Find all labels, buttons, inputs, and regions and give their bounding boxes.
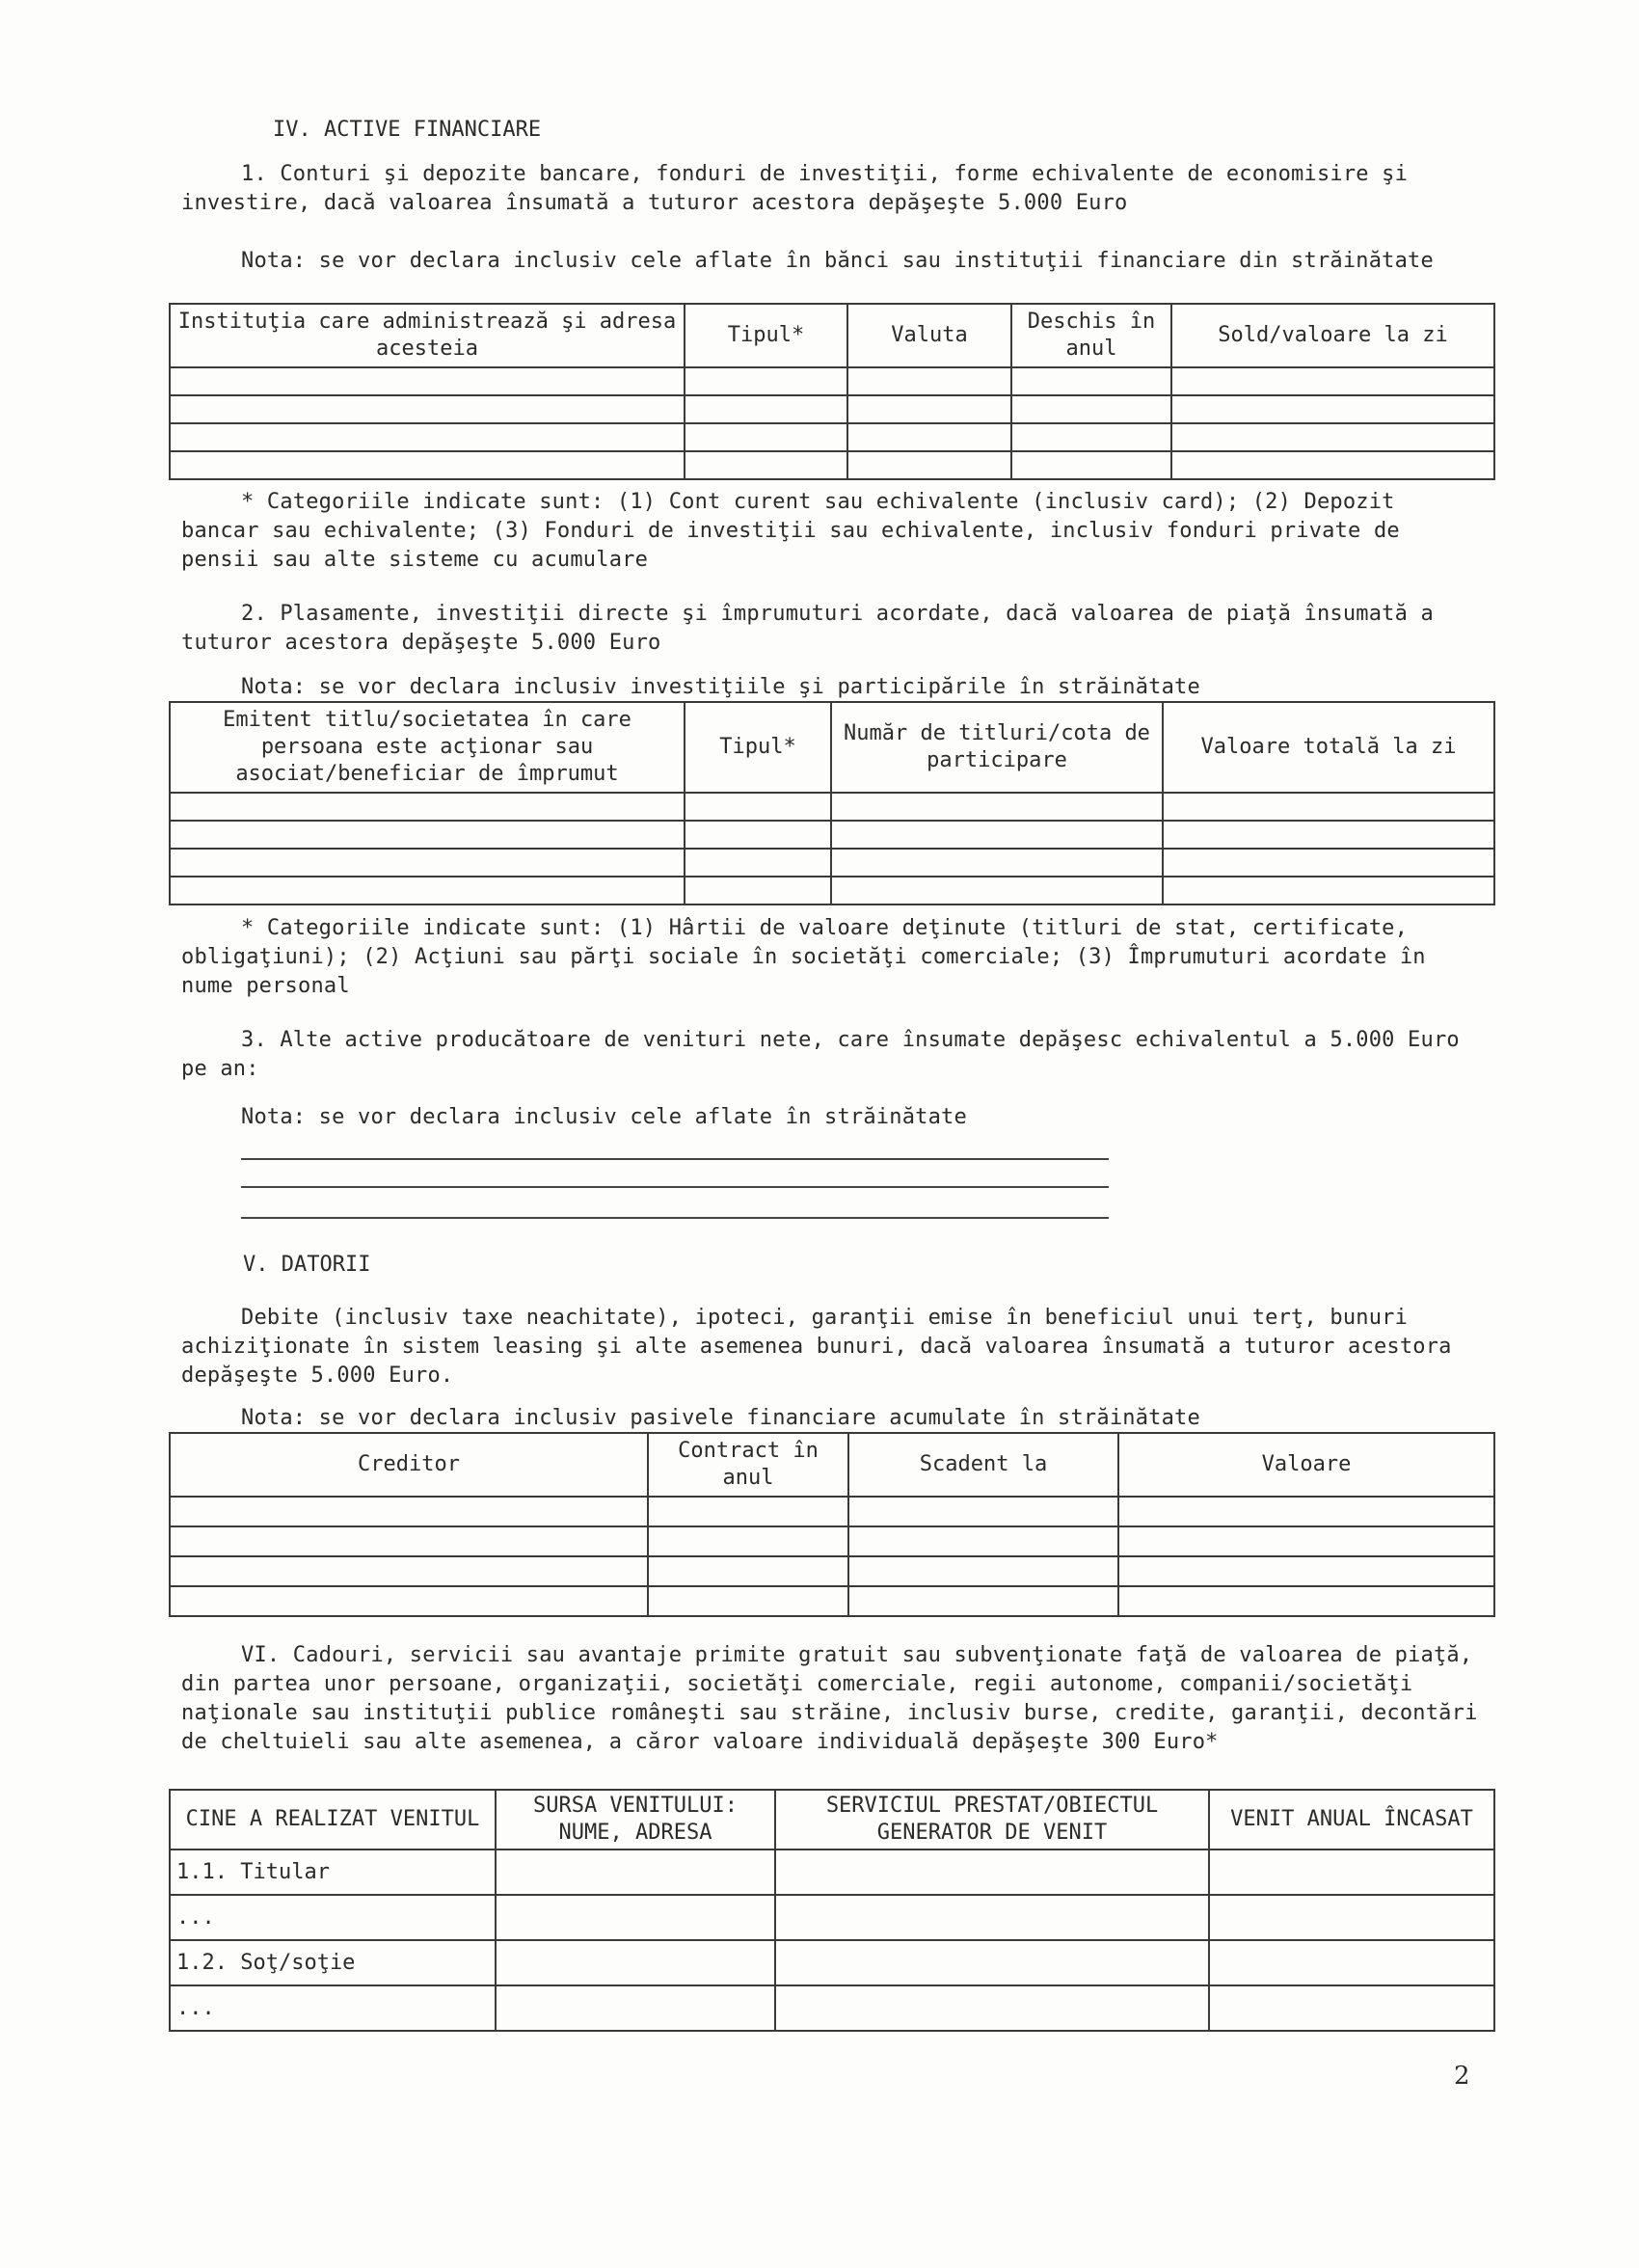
- col-header: Contract în anul: [648, 1433, 848, 1497]
- row-label: ...: [170, 1895, 496, 1940]
- blank-line: [241, 1217, 1109, 1219]
- table-row: [170, 1940, 1494, 1985]
- row-label: 1.2. Soţ/soţie: [170, 1940, 496, 1985]
- s4-item1-note: Nota: se vor declara inclusiv cele aflate în bănci sau instituţii financiare din străinătate: [241, 249, 1434, 273]
- table-row: [170, 367, 1494, 395]
- table-row: [170, 821, 1494, 849]
- col-header: Număr de titluri/cota de participare: [831, 702, 1163, 793]
- s5-note: Nota: se vor declara inclusiv pasivele financiare acumulate în străinătate: [241, 1406, 1200, 1430]
- table-row: [170, 849, 1494, 877]
- col-header: Creditor: [170, 1433, 648, 1497]
- table-row: [170, 1497, 1494, 1526]
- table-gifts: [169, 1789, 1495, 2032]
- table-row: [170, 1895, 1494, 1940]
- col-header: Sold/valoare la zi: [1171, 304, 1494, 367]
- col-header: Instituţia care administrează şi adresa acesteia: [170, 304, 685, 367]
- table-row: [170, 877, 1494, 904]
- table-row: [170, 423, 1494, 451]
- table-row: [170, 451, 1494, 479]
- row-label: ...: [170, 1985, 496, 2031]
- table-bank-accounts: [169, 303, 1495, 480]
- table-row: [170, 1985, 1494, 2031]
- s4-item2-text: 2. Plasamente, investiţii directe şi împrumuturi acordate, dacă valoarea de piaţă însumată a tuturor acestora depăşeşte 5.000 Euro: [181, 602, 1434, 655]
- row-label: 1.1. Titular: [170, 1850, 496, 1895]
- col-header: Valoare totală la zi: [1163, 702, 1494, 793]
- s5-text: Debite (inclusiv taxe neachitate), ipoteci, garanţii emise în beneficiul unui terţ, bunuri achiziţionate în sistem leasing şi alte asemenea bunuri, dacă valoarea însumată a tuturor acestora depăşeşte 5.000 Euro.: [181, 1306, 1452, 1388]
- col-header: Tipul*: [685, 702, 831, 793]
- col-header: Tipul*: [685, 304, 847, 367]
- blank-line: [241, 1186, 1109, 1188]
- table-row: [170, 793, 1494, 821]
- s4-item1-categories: * Categoriile indicate sunt: (1) Cont curent sau echivalente (inclusiv card); (2) Depozit bancar sau echivalente; (3) Fonduri de investiţii sau echivalente, inclusiv fonduri private de pensii sau alte sisteme cu acumulare: [181, 490, 1400, 572]
- s4-item2-categories: * Categoriile indicate sunt: (1) Hârtii de valoare deţinute (titluri de stat, certificate, obligaţiuni); (2) Acţiuni sau părţi sociale în societăţi comerciale; (3) Împrumuturi acordate în nume personal: [181, 916, 1426, 998]
- table-row: [170, 395, 1494, 423]
- s4-item3-text: 3. Alte active producătoare de venituri nete, care însumate depăşesc echivalentul a 5.000 Euro pe an:: [181, 1028, 1460, 1081]
- table-row: [170, 1526, 1494, 1556]
- table-row: [170, 1850, 1494, 1895]
- s6-text: VI. Cadouri, servicii sau avantaje primite gratuit sau subvenţionate faţă de valoarea de piaţă, din partea unor persoane, organizaţii, societăţi comerciale, regii autonome, companii/societăţi naţionale sau instituţii publice româneşti sau străine, inclusiv burse, credite, garanţii, decontări de cheltuieli sau alte asemenea, a căror valoare individuală depăşeşte 300 Euro*: [181, 1643, 1478, 1754]
- col-header: Deschis în anul: [1011, 304, 1171, 367]
- col-header: SERVICIUL PRESTAT/OBIECTUL GENERATOR DE VENIT: [775, 1790, 1209, 1850]
- col-header: VENIT ANUAL ÎNCASAT: [1209, 1790, 1494, 1850]
- table-row: [170, 1586, 1494, 1616]
- s4-item3-note: Nota: se vor declara inclusiv cele aflate în străinătate: [241, 1105, 967, 1129]
- col-header: Scadent la: [848, 1433, 1118, 1497]
- section-v-heading: V. DATORII: [243, 1253, 371, 1277]
- page-number: 2: [1454, 2062, 1470, 2091]
- table-row: [170, 1556, 1494, 1586]
- col-header: Valoare: [1118, 1433, 1494, 1497]
- col-header: Valuta: [847, 304, 1011, 367]
- col-header: CINE A REALIZAT VENITUL: [170, 1790, 496, 1850]
- col-header: Emitent titlu/societatea în care persoana este acţionar sau asociat/beneficiar de împrumut: [170, 702, 685, 793]
- blank-line: [241, 1158, 1109, 1160]
- s4-item2-note: Nota: se vor declara inclusiv investiţiile şi participările în străinătate: [241, 675, 1200, 699]
- section-iv-heading: IV. ACTIVE FINANCIARE: [273, 118, 542, 142]
- table-investments: [169, 701, 1495, 905]
- table-debts: [169, 1432, 1495, 1617]
- s4-item1-text: 1. Conturi şi depozite bancare, fonduri de investiţii, forme echivalente de economisire şi investire, dacă valoarea însumată a tuturor acestora depăşeşte 5.000 Euro: [181, 162, 1409, 215]
- col-header: SURSA VENITULUI: NUME, ADRESA: [496, 1790, 775, 1850]
